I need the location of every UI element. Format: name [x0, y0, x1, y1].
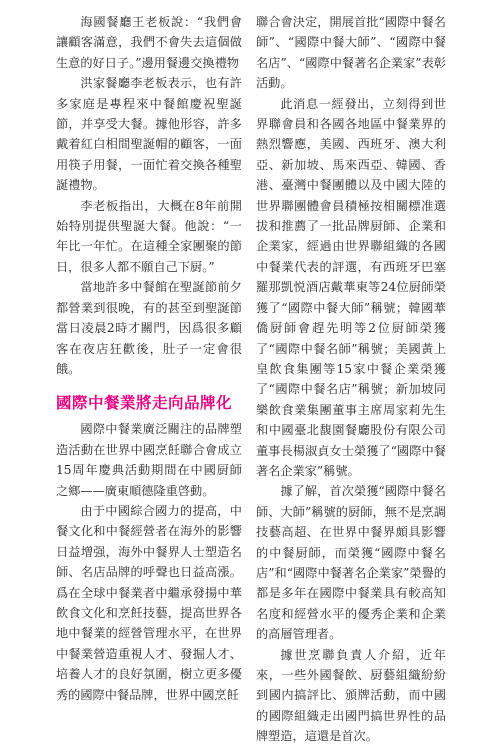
right-column	[256, 12, 446, 747]
left-column	[56, 12, 242, 705]
paragraph: 海國餐廳王老板說：“我們會讓顧客滿意，我們不會失去這個做生意的好日子。”邊用餐邊交換禮物	[56, 15, 242, 70]
paragraph: 據了解，首次榮獲“國際中餐名師、大師”稱號的厨師，無不是烹調技藝高超、在世界中餐界頗具影響的中餐厨師，而榮獲“國際中餐名店”和“國際中餐著名企業家”榮譽的都是多年在國際中餐業具有較高知名度和經營水平的優秀企業和企業的高層管理者。	[256, 484, 446, 642]
paragraph: 由于中國綜合國力的提高，中餐文化和中餐經營者在海外的影響日益增强，海外中餐界人士塑造名師、名店品牌的呼聲也日益高漲。爲在全球中餐業者中繼承發揚中華飲食文化和烹飪技藝，提高世界各地中餐業的經營管理水平，在世界中餐業營造重視人才、發掘人才、培養人才的良好氛圍，樹立更多優秀的國際中餐品牌，世界中國烹飪	[56, 503, 242, 702]
paragraph: 國際中餐業廣泛關注的品牌塑造活動在世界中國烹飪聯合會成立15周年慶典活動期間在中國厨師之鄉——廣東順德隆重啓動。	[56, 422, 242, 498]
paragraph: 此消息一經發出，立刻得到世界聯會員和各國各地區中餐業界的熱烈響應，美國、西班牙、澳大利亞、新加坡、馬來西亞、韓國、香港、臺灣中餐團體以及中國大陸的世界聯團體會員積極按相關標准選拔和推薦了一批品牌厨師、企業和企業家，經過由世界聯組織的各國中餐業代表的評選，有西班牙巴塞羅那凱悦酒店戴華東等24位厨師榮獲了“國際中餐大師”稱號；韓國華僑厨師會趕先明等2位厨師榮獲了“國際中餐名師”稱號；美國黃上皇飲食集團等15家中餐企業榮獲了“國際中餐名店”稱號；新加坡同樂飲食業集團董事主席周家莉先生和中國臺北馥園餐廳股份有限公司董事長楊淑貞女士榮獲了“國際中餐著名企業家”稱號。	[256, 96, 446, 478]
paragraph: 李老板指出，大概在8年前開始特別提供聖誕大餐。他說：“一年比一年忙。在這種全家團聚的節日，很多人都不願自己下厨。”	[56, 198, 242, 274]
paragraph-continuation: 聯合會決定，開展首批“國際中餐名師”、“國際中餐大師”、“國際中餐名店”、“國際中餐著名企業家”表彰活動。	[256, 15, 446, 91]
paragraph: 當地許多中餐館在聖誕節前夕都營業到很晚，有的甚至到聖誕節當日凌晨2時才關門，因爲很多顧客在夜店狂歡後，肚子一定會很餓。	[56, 280, 242, 376]
paragraph: 洪家餐廳李老板表示，也有許多家庭是專程來中餐館慶祝聖誕節，并享受大餐。據他形容，許多戴着紅白相間聖誕帽的顧客，一面用筷子用餐，一面忙着交換各種聖誕禮物。	[56, 76, 242, 193]
section-heading: 國際中餐業將走向品牌化	[56, 394, 233, 413]
paragraph: 據世烹聯負責人介紹，近年來，一些外國餐飲、厨藝組織紛紛到國内搞評比、頒牌活動，而中國的國際組織走出國門搞世界性的品牌塑造，這還是首次。	[256, 647, 446, 744]
